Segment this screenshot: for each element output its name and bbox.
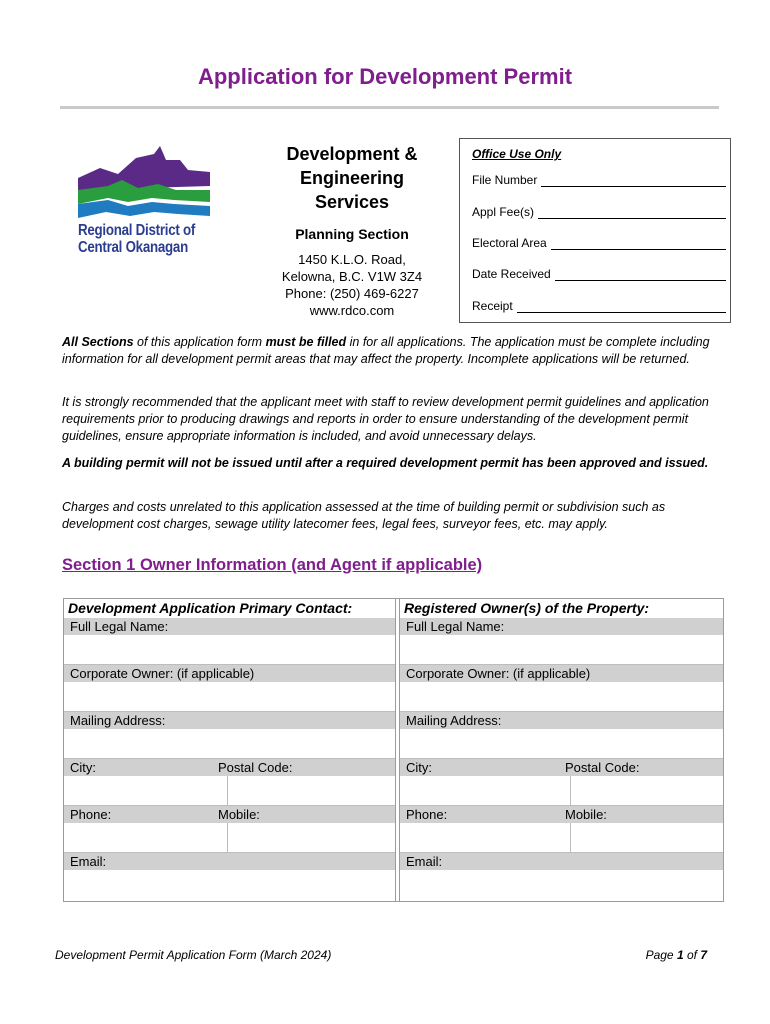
- instructions-para-3: A building permit will not be issued until after a required development permit has been approved and issued.: [62, 456, 709, 470]
- right-phone-label: Phone:: [406, 807, 448, 822]
- electoral-area-field[interactable]: [551, 239, 726, 250]
- left-city-postal-labels: [64, 759, 395, 776]
- office-appl-fees: Appl Fee(s): [472, 205, 726, 219]
- logo-line-1: Regional District of: [78, 222, 196, 239]
- left-mobile-label: Mobile:: [218, 807, 260, 822]
- left-corporate-input[interactable]: [64, 682, 395, 712]
- right-city-postal-inputs[interactable]: [400, 776, 723, 806]
- office-file-number: File Number: [472, 173, 726, 187]
- right-full-name-label: Full Legal Name:: [400, 618, 723, 635]
- left-city-postal-inputs[interactable]: [64, 776, 395, 806]
- left-full-name-input[interactable]: [64, 635, 395, 665]
- left-phone-label: Phone:: [70, 807, 112, 822]
- office-receipt: Receipt: [472, 299, 726, 313]
- address-line-2: Kelowna, B.C. V1W 3Z4: [281, 269, 423, 284]
- left-phone-mobile-inputs[interactable]: [64, 823, 395, 853]
- office-date-received: Date Received: [472, 267, 726, 281]
- left-email-input[interactable]: [64, 870, 395, 900]
- section-1-heading: Section 1 Owner Information (and Agent if applicable): [62, 556, 483, 574]
- left-city-label: City:: [70, 760, 96, 775]
- date-received-field[interactable]: [555, 270, 726, 281]
- left-full-name-label: Full Legal Name:: [64, 618, 395, 635]
- instructions-para-1: All Sections of this application form must be filled in for all applications. The application must be complete including information for all development permit areas that may affect the property. Incomplete applications will be returned.: [62, 335, 710, 366]
- right-city-postal-labels: [400, 759, 723, 776]
- rdco-logo: [72, 142, 217, 267]
- department-section: Planning Section: [295, 226, 409, 242]
- phone-line: Phone: (250) 469-6227: [285, 286, 419, 301]
- appl-fees-field[interactable]: [538, 208, 726, 219]
- right-email-input[interactable]: [400, 870, 723, 900]
- left-mailing-label: Mailing Address:: [64, 712, 395, 729]
- department-name-3: Services: [314, 192, 390, 212]
- primary-contact-header: Development Application Primary Contact:: [68, 600, 353, 616]
- logo-line-2: Central Okanagan: [78, 239, 188, 256]
- left-corporate-label: Corporate Owner: (if applicable): [64, 665, 395, 682]
- right-city-label: City:: [406, 760, 432, 775]
- right-corporate-input[interactable]: [400, 682, 723, 712]
- department-block: [262, 142, 442, 319]
- mountains-logo-icon: [78, 146, 212, 226]
- right-postal-label: Postal Code:: [565, 760, 640, 775]
- left-postal-label: Postal Code:: [218, 760, 293, 775]
- left-email-label: Email:: [64, 853, 395, 870]
- footer-page-number: Page 1 of 7: [645, 948, 707, 962]
- right-corporate-label: Corporate Owner: (if applicable): [400, 665, 723, 682]
- registered-owner-header: Registered Owner(s) of the Property:: [404, 600, 650, 616]
- right-mailing-label: Mailing Address:: [400, 712, 723, 729]
- office-use-title: Office Use Only: [472, 147, 562, 161]
- file-number-field[interactable]: [541, 176, 726, 187]
- instructions-para-2: It is strongly recommended that the applicant meet with staff to review development permit guidelines and application requirements prior to producing drawings and reports in order to ensure understanding of the development permit guidelines, ensure appropriate information is included, and avoid unnecessary delays.: [62, 395, 709, 443]
- page-title: Application for Development Permit: [197, 64, 573, 89]
- footer-form-name: Development Permit Application Form (March 2024): [55, 948, 332, 962]
- right-email-label: Email:: [400, 853, 723, 870]
- office-electoral-area: Electoral Area: [472, 236, 726, 250]
- receipt-field[interactable]: [517, 302, 726, 313]
- right-mobile-label: Mobile:: [565, 807, 607, 822]
- website-line: www.rdco.com: [309, 303, 395, 318]
- office-use-box: [459, 138, 731, 323]
- instructions-para-4: Charges and costs unrelated to this application assessed at the time of building permit or subdivision such as development cost charges, sewage utility latecomer fees, legal fees, surveyor fees, etc. may apply.: [62, 500, 666, 531]
- right-full-name-input[interactable]: [400, 635, 723, 665]
- right-phone-mobile-labels: [400, 806, 723, 823]
- department-name-2: Engineering: [299, 168, 404, 188]
- registered-owner-column: [399, 599, 723, 901]
- left-phone-mobile-labels: [64, 806, 395, 823]
- right-phone-mobile-inputs[interactable]: [400, 823, 723, 853]
- owner-info-form: [63, 598, 724, 902]
- right-mailing-input[interactable]: [400, 729, 723, 759]
- left-mailing-input[interactable]: [64, 729, 395, 759]
- primary-contact-column: [64, 599, 396, 901]
- address-line-1: 1450 K.L.O. Road,: [298, 252, 406, 267]
- department-name-1: Development &: [286, 144, 418, 164]
- title-divider: [60, 106, 719, 109]
